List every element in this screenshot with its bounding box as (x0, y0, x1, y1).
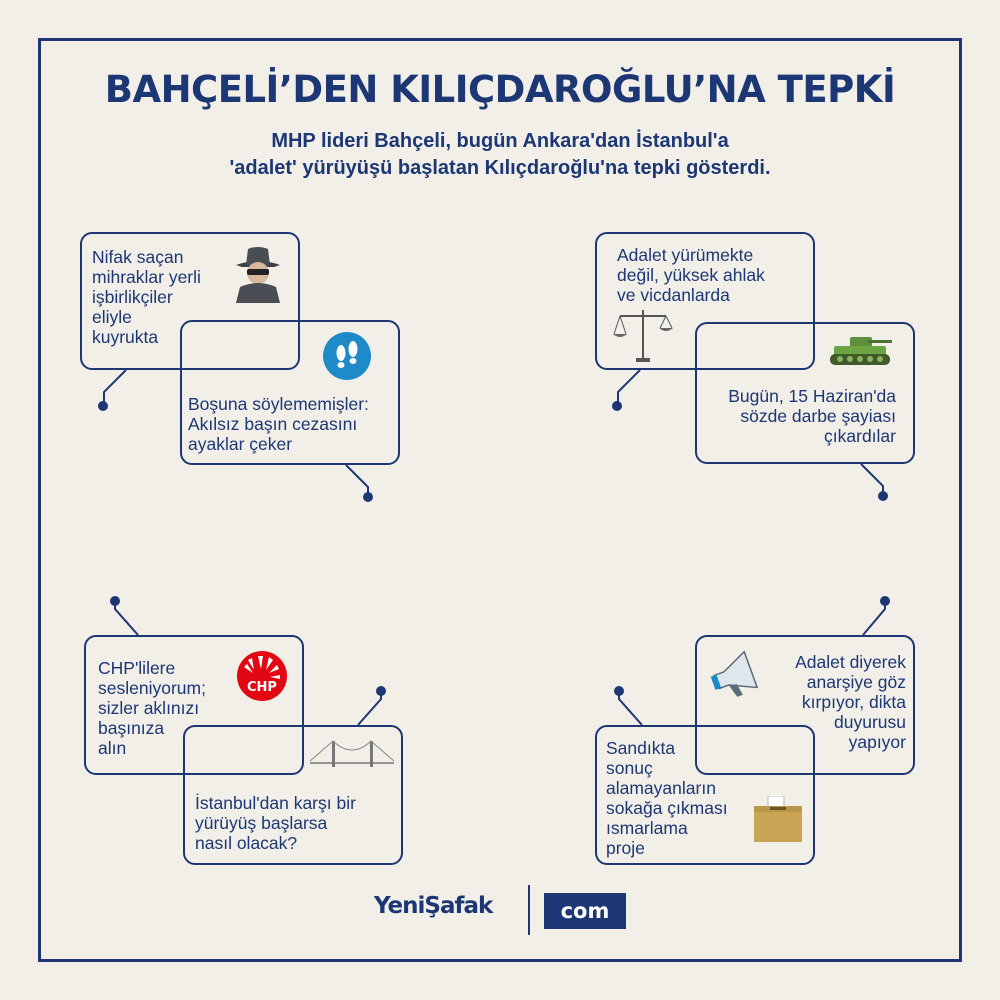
bubble-dot-1 (98, 401, 108, 411)
chp-logo-icon (236, 650, 288, 702)
quote-text-6: İstanbul'dan karşı bir yürüyüş başlarsa nasıl olacak? (195, 793, 356, 853)
spy-icon (230, 245, 286, 303)
bubble-tail-6 (350, 691, 390, 727)
svg-text:CHP: CHP (247, 680, 277, 695)
page-subtitle (100, 128, 900, 182)
ballot-box-icon (750, 796, 806, 844)
bubble-dot-3 (612, 401, 622, 411)
bubble-tail-7 (855, 601, 895, 637)
bubble-tail-2 (340, 463, 380, 499)
bubble-dot-2 (363, 492, 373, 502)
subtitle-line-2: 'adalet' yürüyüşü başlatan Kılıçdaroğlu'na tepki gösterdi. (229, 157, 771, 179)
megaphone-icon (708, 648, 764, 704)
quote-text-1: Nifak saçan mihraklar yerli işbirlikçiler eliyle kuyrukta (92, 247, 201, 347)
quote-text-8: Sandıkta sonuç alamayanların sokağa çıkması ısmarlama proje (606, 738, 728, 858)
quote-text-7: Adalet diyerek anarşiye göz kırpıyor, dikta duyurusu yapıyor (795, 652, 906, 752)
tank-icon (828, 331, 894, 367)
quote-text-2: Boşuna söylememişler: Akılsız başın cezasını ayaklar çeker (188, 394, 369, 454)
page-title: BAHÇELİ’DEN KILIÇDAROĞLU’NA TEPKİ (104, 68, 896, 111)
quote-text-5: CHP'lilere sesleniyorum; sizler aklınızı başınıza alın (98, 658, 206, 758)
bridge-icon (308, 739, 396, 771)
quote-text-3: Adalet yürümekte değil, yüksek ahlak ve vicdanlarda (617, 245, 765, 305)
brand-suffix-badge: com (544, 893, 626, 929)
footer-separator (528, 885, 530, 935)
subtitle-line-1: MHP lideri Bahçeli, bugün Ankara'dan İstanbul'a (271, 130, 729, 152)
scales-icon (612, 306, 674, 364)
quote-text-4: Bugün, 15 Haziran'da sözde darbe şayiası çıkardılar (728, 386, 896, 446)
bubble-tail-4 (855, 462, 895, 498)
bubble-tail-5 (108, 601, 148, 637)
bubble-dot-4 (878, 491, 888, 501)
footprints-icon (322, 331, 372, 381)
brand-logo: YeniŞafak (374, 893, 493, 919)
bubble-tail-8 (612, 691, 652, 727)
